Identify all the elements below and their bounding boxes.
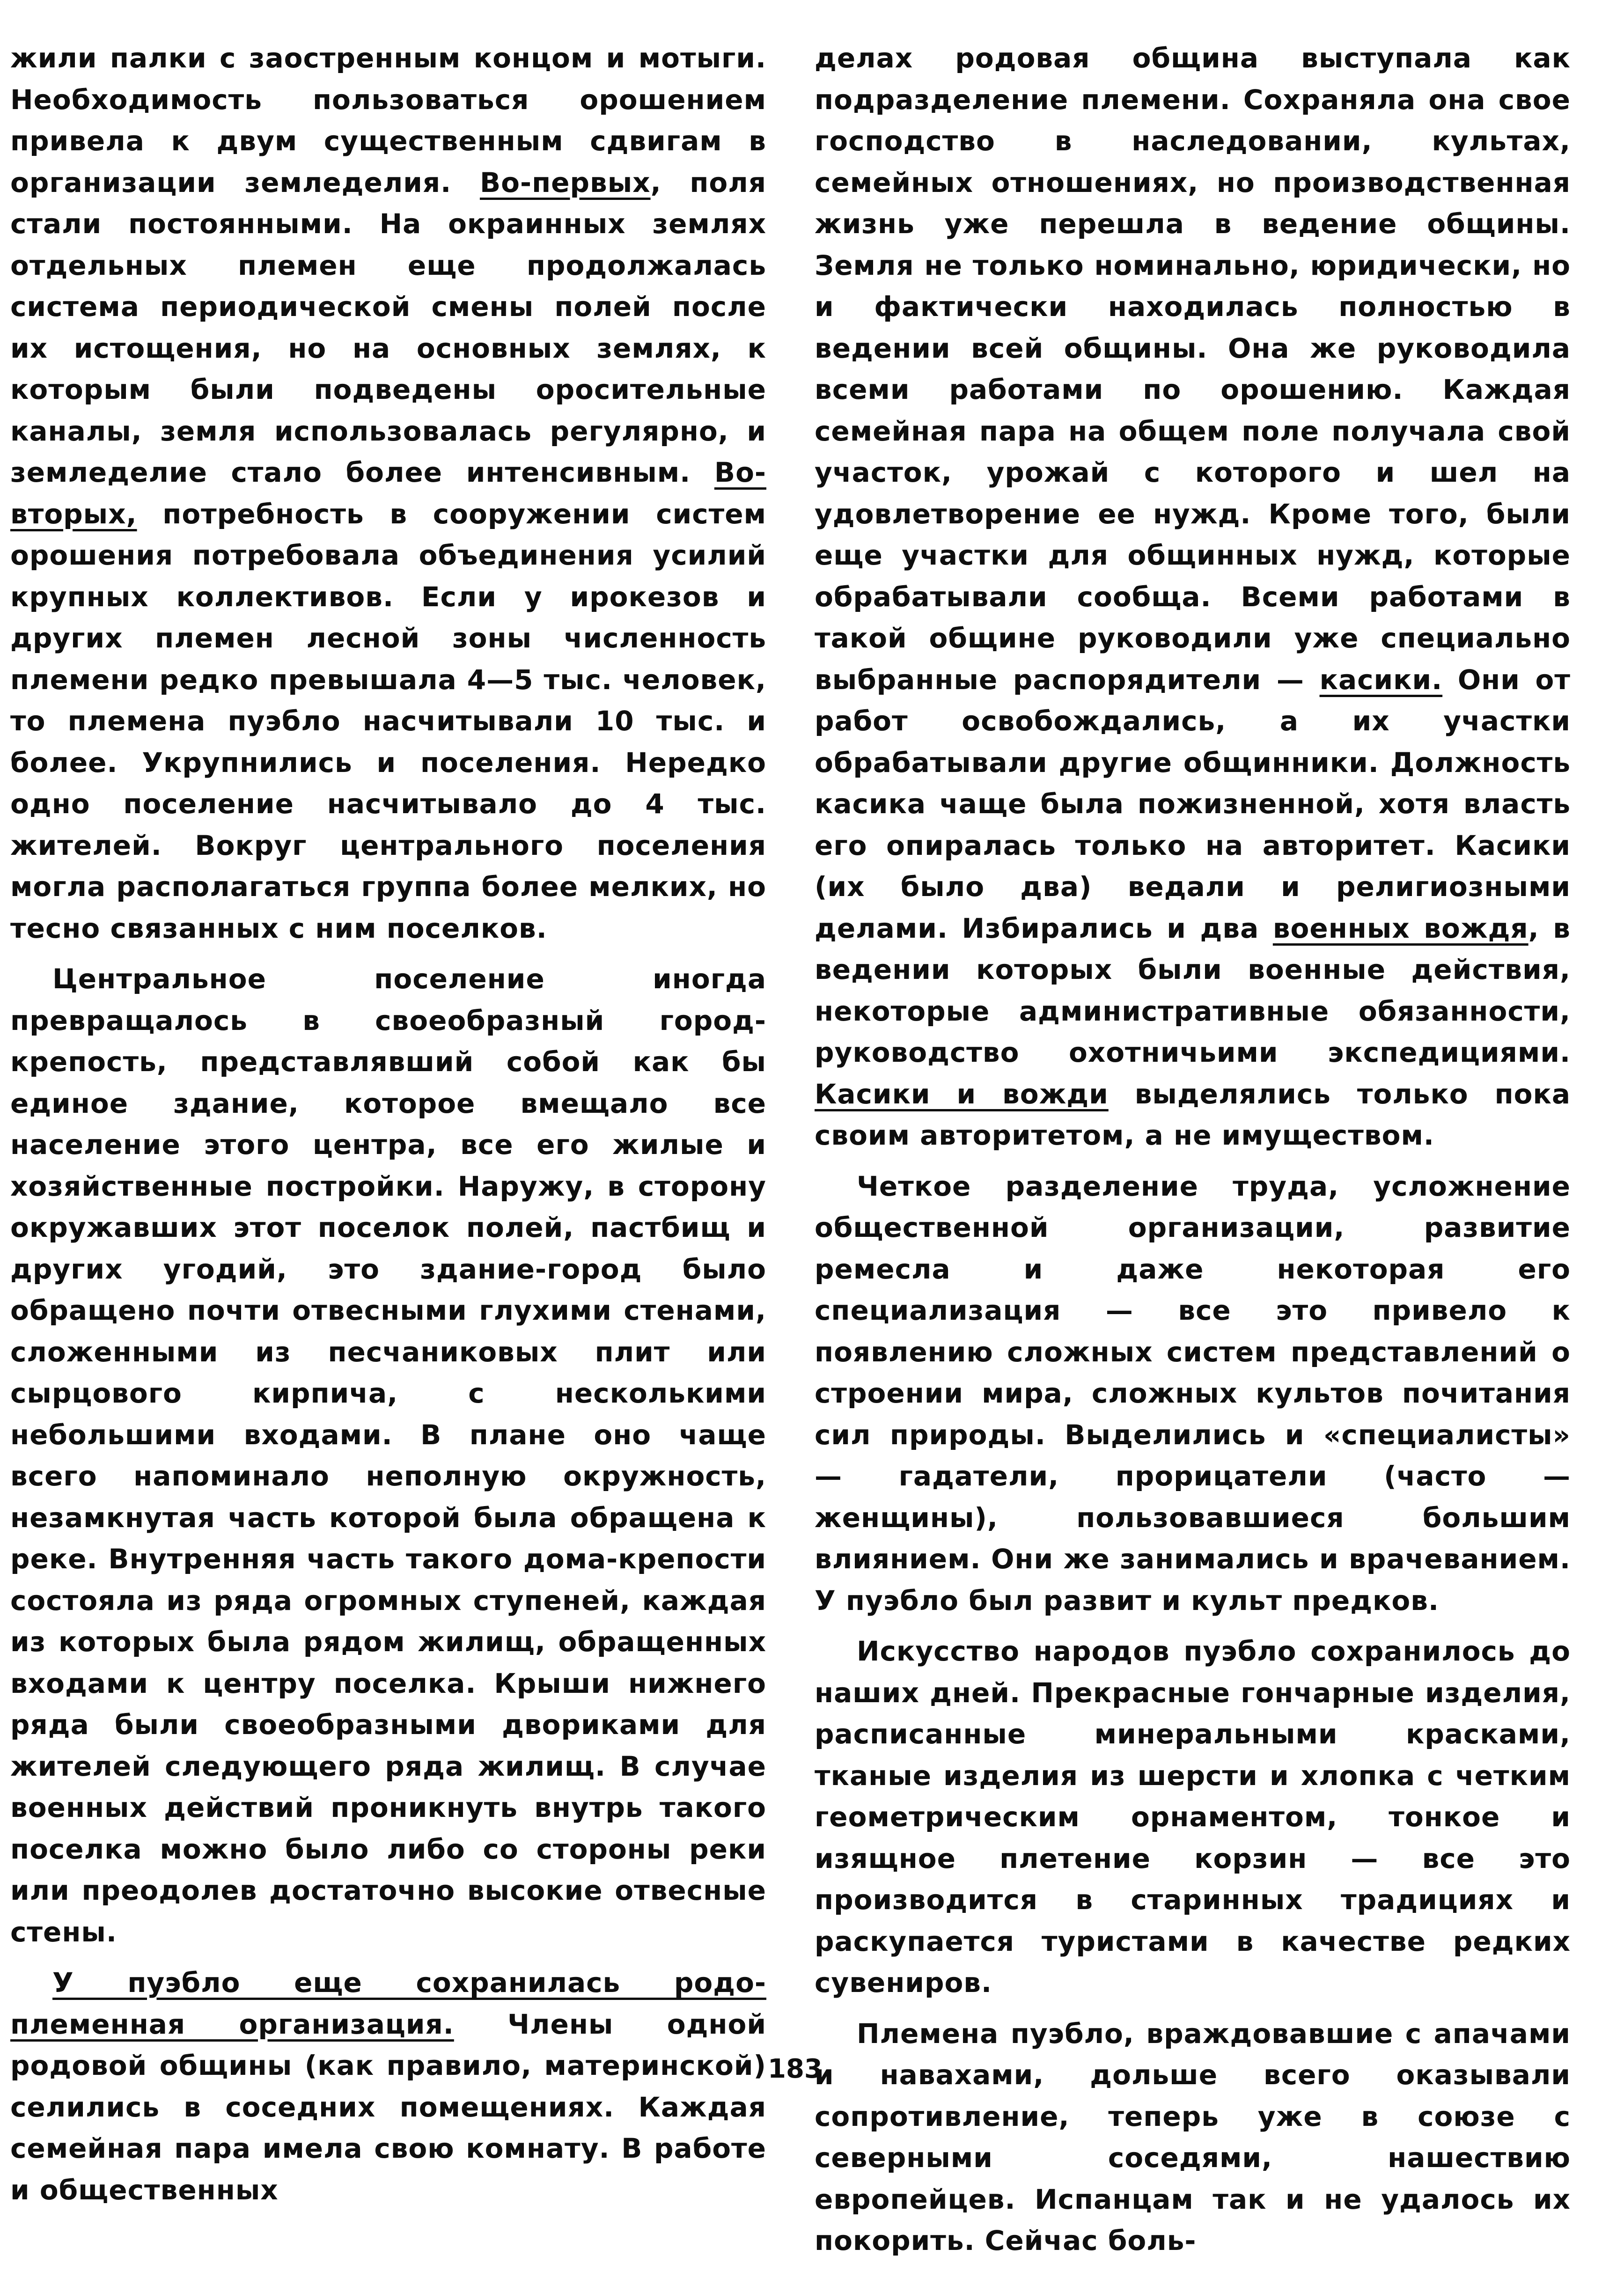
right-column — [815, 37, 1571, 2271]
underlined-phrase: военных вождя — [1272, 912, 1528, 944]
left-column — [10, 37, 766, 2220]
paragraph: Племена пуэбло, враждовавшие с апачами и навахами, дольше всего оказывали сопротивление, теперь уже в союзе с северными соседями, нашествию европейцев. Испанцам так и не удалось их покорить. Сейчас боль- — [815, 2017, 1571, 2256]
paragraph: Искусство народов пуэбло сохранилось до наших дней. Прекрасные гончарные изделия, расписанные минеральными красками, тканые изделия из шерсти и хлопка с четким геометрическим орнаментом, тонкое и изящное плетение корзин — все это производится в старинных традициях и раскупается туристами в качестве редких сувениров. — [815, 1635, 1571, 1999]
paragraph — [815, 37, 1571, 1156]
underlined-phrase: Во-вторых, — [10, 456, 766, 530]
text-span: , поля стали постоянными. На окраинных землях отдельных племен еще продолжалась система периодической смены полей после их истощения, но на основных землях, к которым были подведены оросительные каналы, земля использовалась регулярно, и земледелие стало более интенсивным. — [10, 166, 766, 488]
underlined-phrase: касики. — [1319, 663, 1443, 696]
paragraph — [10, 1962, 766, 2211]
text-span: выделялись только пока своим авторитетом, а не имуществом. — [815, 1078, 1571, 1151]
text-span: , в ведении которых были военные действия, некоторые административные обязанности, руководство охотничьими экспедициями. — [815, 912, 1571, 1068]
paragraph: Центральное поселение иногда превращалось в своеобразный город-крепость, представлявший собой как бы единое здание, которое вмещало все население этого центра, все его жилые и хозяйственные постройки. Наружу, в сторону окружавших этот поселок полей, пастбищ и других угодий, это здание-город было обращено почти отвесными глухими стенами, сложенными из песчаниковых плит или сырцового кирпича, с несколькими небольшими входами. В плане оно чаще всего напоминало неполную окружность, незамкнутая часть которой была обращена к реке. Внутренняя часть такого дома-крепости состояла из ряда огромных ступеней, каждая из которых была рядом жилищ, обращенных входами к центру поселка. Крыши нижнего ряда были своеобразными двориками для жителей следующего ряда жилищ. В случае военных действий проникнуть внутрь такого поселка можно было либо со стороны реки или преодолев достаточно высокие отвесные стены. — [10, 963, 766, 1948]
underlined-phrase: Касики и вожди — [815, 1078, 1109, 1110]
underlined-phrase: У пуэбло еще сохранилась родо-племенная организация. — [10, 1967, 766, 2040]
paragraph: Четкое разделение труда, усложнение общественной организации, развитие ремесла и даже некоторая его специализация — все это привело к появлению сложных систем представлений о строении мира, сложных культов почитания сил природы. Выделились и «специалисты» — гадатели, прорицатели (часто — женщины), пользовавшиеся большим влиянием. Они же занимались и врачеванием. У пуэбло был развит и культ предков. — [815, 1170, 1571, 1617]
text-span: Они от работ освобождались, а их участки обрабатывали другие общинники. Должность касика чаще была пожизненной, хотя власть его опиралась только на авторитет. Касики (их было два) ведали и религиозными делами. Избирались и два — [815, 663, 1571, 944]
paragraph — [10, 37, 766, 949]
text-span: потребность в сооружении систем орошения потребовала объединения усилий крупных коллективов. Если у ирокезов и других племен лесной зоны численность племени редко превышала 4—5 тыс. человек, то племена пуэбло насчитывали 10 тыс. и более. Укрупнились и поселения. Нередко одно поселение насчитывало до 4 тыс. жителей. Вокруг центрального поселения могла располагаться группа более мелких, но тесно связанных с ним поселков. — [10, 498, 766, 944]
page-number: 183 — [768, 2054, 823, 2084]
text-span: делах родовая община выступала как подразделение племени. Сохраняла она свое господство в наследовании, культах, семейных отношениях, но производственная жизнь уже перешла в ведение общины. Земля не только номинально, юридически, но и фактически находилась полностью в ведении всей общины. Она же руководила всеми работами по орошению. Каждая семейная пара на общем поле получала свой участок, урожай с которого и шел на удовлетворение ее нужд. Кроме того, были еще участки для общинных нужд, которые обрабатывали сообща. Всеми работами в такой общине руководили уже специально выбранные распорядители — — [815, 42, 1571, 696]
text-span: жили палки с заостренным концом и мотыги. Необходимость пользоваться орошением привела к двум существенным сдвигам в организации земледелия. — [10, 42, 766, 198]
text-span: Члены одной родовой общины (как правило, материнской) селились в соседних помещениях. Каждая семейная пара имела свою комнату. В работе и общественных — [10, 2008, 766, 2206]
underlined-phrase: Во-первых — [479, 166, 651, 198]
